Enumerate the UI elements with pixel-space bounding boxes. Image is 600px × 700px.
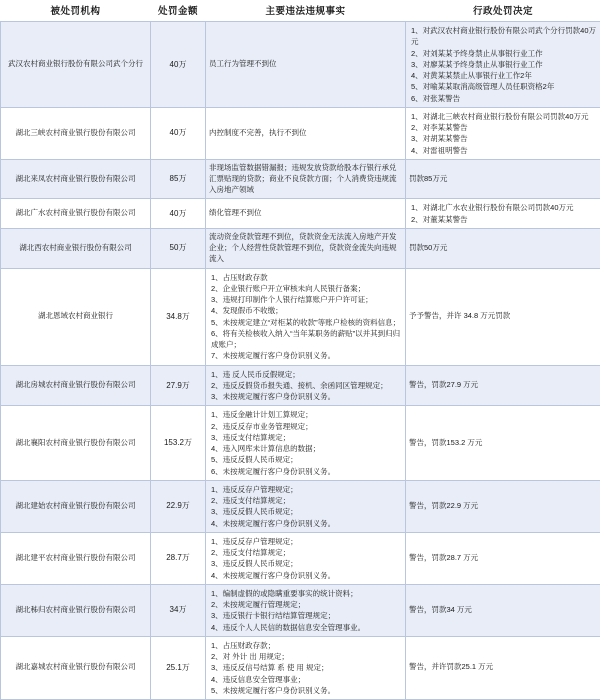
cell-amount: 85万 bbox=[151, 159, 206, 199]
cell-org: 湖北来凤农村商业银行股份有限公司 bbox=[1, 159, 151, 199]
fact-item: 2、违反支付结算规定； bbox=[211, 547, 402, 558]
cell-facts: 绩化管理不到位 bbox=[206, 199, 406, 229]
fact-item: 1、违反反存户管理规定； bbox=[211, 484, 402, 495]
table-header-row bbox=[1, 0, 600, 22]
decision-item: 5、对喻某某取消高级管理人员任职资格2年 bbox=[411, 81, 597, 92]
decision-item: 6、对张某警告 bbox=[411, 93, 597, 104]
column-header-amount: 处罚金额 bbox=[151, 0, 206, 22]
table-row bbox=[1, 406, 600, 481]
cell-org: 湖北嘉城农村商业银行股份有限公司 bbox=[1, 636, 151, 699]
cell-facts bbox=[206, 406, 406, 481]
cell-decision: 警告，罚款28.7 万元 bbox=[406, 532, 600, 584]
cell-org: 湖北恩域农村商业银行 bbox=[1, 268, 151, 365]
cell-facts: 员工行为管理不到位 bbox=[206, 22, 406, 108]
fact-item: 3、违反银行卡银行结结算管理规定； bbox=[211, 610, 402, 621]
fact-item: 3、违反反假人民币规定； bbox=[211, 506, 402, 517]
column-header-facts: 主要违法违规事实 bbox=[206, 0, 406, 22]
cell-decision: 警告，罚款34 万元 bbox=[406, 584, 600, 636]
column-header-decision: 行政处罚决定 bbox=[406, 0, 600, 22]
cell-facts: 流动资金贷款管理不到位，贷款资金无法流入房地产开发企业；个人经营性贷款管理不到位，贷款资金流失向违规流入 bbox=[206, 228, 406, 268]
decision-item: 4、对雷祖明警告 bbox=[411, 145, 597, 156]
cell-facts bbox=[206, 532, 406, 584]
cell-org: 湖北三峡农村商业银行股份有限公司 bbox=[1, 107, 151, 159]
fact-item: 3、违反支付结算规定； bbox=[211, 432, 402, 443]
cell-facts: 非现场监管数据错漏报；违规发放贷款给股本行银行承兑汇票贴现的贷款；商业不良贷款方面；个人消费贷违规流入房地产领域 bbox=[206, 159, 406, 199]
fact-item: 2、违反反假货币报失通、接机、余函同区管理规定； bbox=[211, 380, 402, 391]
fact-item: 2、企业银行账户开立审核未向人民银行备案； bbox=[211, 283, 402, 294]
cell-amount: 28.7万 bbox=[151, 532, 206, 584]
table-row bbox=[1, 159, 600, 199]
cell-org: 湖北西农村商业银行股份有限公司 bbox=[1, 228, 151, 268]
table-row bbox=[1, 636, 600, 699]
fact-item: 5、未按规定履行客户身份识别义务。 bbox=[211, 685, 402, 696]
decision-item: 1、对湖北三峡农村商业银行股份有限公司罚款40万元 bbox=[411, 111, 597, 122]
fact-item: 6、未按规定履行客户身份识别义务。 bbox=[211, 466, 402, 477]
cell-org: 武汉农村商业银行股份有限公司武个分行 bbox=[1, 22, 151, 108]
cell-amount: 40万 bbox=[151, 199, 206, 229]
cell-decision bbox=[406, 199, 600, 229]
cell-decision bbox=[406, 22, 600, 108]
decision-item: 2、对董某某警告 bbox=[411, 214, 597, 225]
cell-facts: 内控制度不完善，执行不到位 bbox=[206, 107, 406, 159]
table-row bbox=[1, 584, 600, 636]
cell-org: 湖北建始农村商业银行股份有限公司 bbox=[1, 480, 151, 532]
fact-item: 1、违反反存户管理规定； bbox=[211, 536, 402, 547]
table-row bbox=[1, 268, 600, 365]
fact-item: 2、对 外计 出 用规定； bbox=[211, 651, 402, 662]
cell-decision: 警告，并许罚款25.1 万元 bbox=[406, 636, 600, 699]
table-row bbox=[1, 532, 600, 584]
table-row bbox=[1, 365, 600, 406]
fact-item: 2、违反支付结算规定； bbox=[211, 495, 402, 506]
fact-item: 2、未按规定履行管理规定； bbox=[211, 599, 402, 610]
cell-facts bbox=[206, 365, 406, 406]
cell-decision: 警告，罚款153.2 万元 bbox=[406, 406, 600, 481]
cell-decision: 罚款50万元 bbox=[406, 228, 600, 268]
fact-item: 5、违反反假人民币规定； bbox=[211, 454, 402, 465]
cell-facts bbox=[206, 584, 406, 636]
decision-item: 3、对廖某某予终身禁止从事银行业工作 bbox=[411, 59, 597, 70]
fact-item: 7、未按规定履行客户身份识别义务。 bbox=[211, 350, 402, 361]
fact-item: 6、将有关检核收入纳入“当年某职务的薪贴”以并其到归归成账户； bbox=[211, 328, 402, 351]
cell-amount: 34万 bbox=[151, 584, 206, 636]
table-row bbox=[1, 480, 600, 532]
decision-item: 1、对武汉农村商业银行股份有限公司武个分行罚款40万元 bbox=[411, 25, 597, 48]
decision-item: 1、对湖北广水农业银行股份有限公司罚款40万元 bbox=[411, 202, 597, 213]
cell-amount: 50万 bbox=[151, 228, 206, 268]
cell-facts bbox=[206, 268, 406, 365]
fact-item: 1、违 反人民币反假规定； bbox=[211, 369, 402, 380]
fact-item: 3、未按规定履行客户身份识别义务。 bbox=[211, 391, 402, 402]
cell-amount: 22.9万 bbox=[151, 480, 206, 532]
cell-org: 湖北房城农村商业银行股份有限公司 bbox=[1, 365, 151, 406]
cell-amount: 40万 bbox=[151, 107, 206, 159]
fact-item: 4、违反信息安全管理事业； bbox=[211, 674, 402, 685]
decision-item: 4、对黄某某禁止从事银行业工作2年 bbox=[411, 70, 597, 81]
fact-item: 4、违反个人人民信的数据信息安全管理事业。 bbox=[211, 622, 402, 633]
table-row bbox=[1, 228, 600, 268]
fact-item: 4、未按规定履行客户身份识别义务。 bbox=[211, 518, 402, 529]
cell-decision: 予予警告，并许 34.8 万元罚款 bbox=[406, 268, 600, 365]
cell-org: 湖北建平农村商业银行股份有限公司 bbox=[1, 532, 151, 584]
cell-amount: 153.2万 bbox=[151, 406, 206, 481]
table-row bbox=[1, 199, 600, 229]
fact-item: 3、违反反假人民币规定； bbox=[211, 558, 402, 569]
table-body bbox=[1, 22, 600, 700]
cell-decision: 警告，罚款27.9 万元 bbox=[406, 365, 600, 406]
cell-decision bbox=[406, 107, 600, 159]
fact-item: 1、编制虚假的或隐瞒重要事实的统计资料； bbox=[211, 588, 402, 599]
cell-amount: 34.8万 bbox=[151, 268, 206, 365]
fact-item: 4、违入网库未计算信息的数据； bbox=[211, 443, 402, 454]
cell-org: 湖北襄阳农村商业银行股份有限公司 bbox=[1, 406, 151, 481]
fact-item: 3、违反反信号结算 系 使 用 规定； bbox=[211, 662, 402, 673]
fact-item: 2、违反反存市业务管理规定； bbox=[211, 421, 402, 432]
fact-item: 3、违规打印制作个人银行结算账户开户许可证； bbox=[211, 294, 402, 305]
fact-item: 4、未按规定履行客户身份识别义务。 bbox=[211, 570, 402, 581]
cell-org: 湖北广水农村商业银行股份有限公司 bbox=[1, 199, 151, 229]
decision-item: 3、对胡某某警告 bbox=[411, 133, 597, 144]
decision-item: 2、对刘某某予终身禁止从事银行业工作 bbox=[411, 48, 597, 59]
table-row bbox=[1, 22, 600, 108]
table-row bbox=[1, 107, 600, 159]
cell-amount: 40万 bbox=[151, 22, 206, 108]
column-header-org: 被处罚机构 bbox=[1, 0, 151, 22]
fact-item: 1、占压财政存款 bbox=[211, 272, 402, 283]
fact-item: 1、违反金融计计划工算规定； bbox=[211, 409, 402, 420]
decision-item: 2、对李某某警告 bbox=[411, 122, 597, 133]
cell-amount: 25.1万 bbox=[151, 636, 206, 699]
cell-org: 湖北秭归农村商业银行股份有限公司 bbox=[1, 584, 151, 636]
cell-amount: 27.9万 bbox=[151, 365, 206, 406]
fact-item: 4、发现假币不收缴； bbox=[211, 305, 402, 316]
cell-facts bbox=[206, 636, 406, 699]
cell-decision: 警告，罚款22.9 万元 bbox=[406, 480, 600, 532]
cell-facts bbox=[206, 480, 406, 532]
cell-decision: 罚款85万元 bbox=[406, 159, 600, 199]
fact-item: 1、占压财政存款； bbox=[211, 640, 402, 651]
fact-item: 5、未按规定建立“对柜某的收款”等账户检核的资料信息； bbox=[211, 317, 402, 328]
